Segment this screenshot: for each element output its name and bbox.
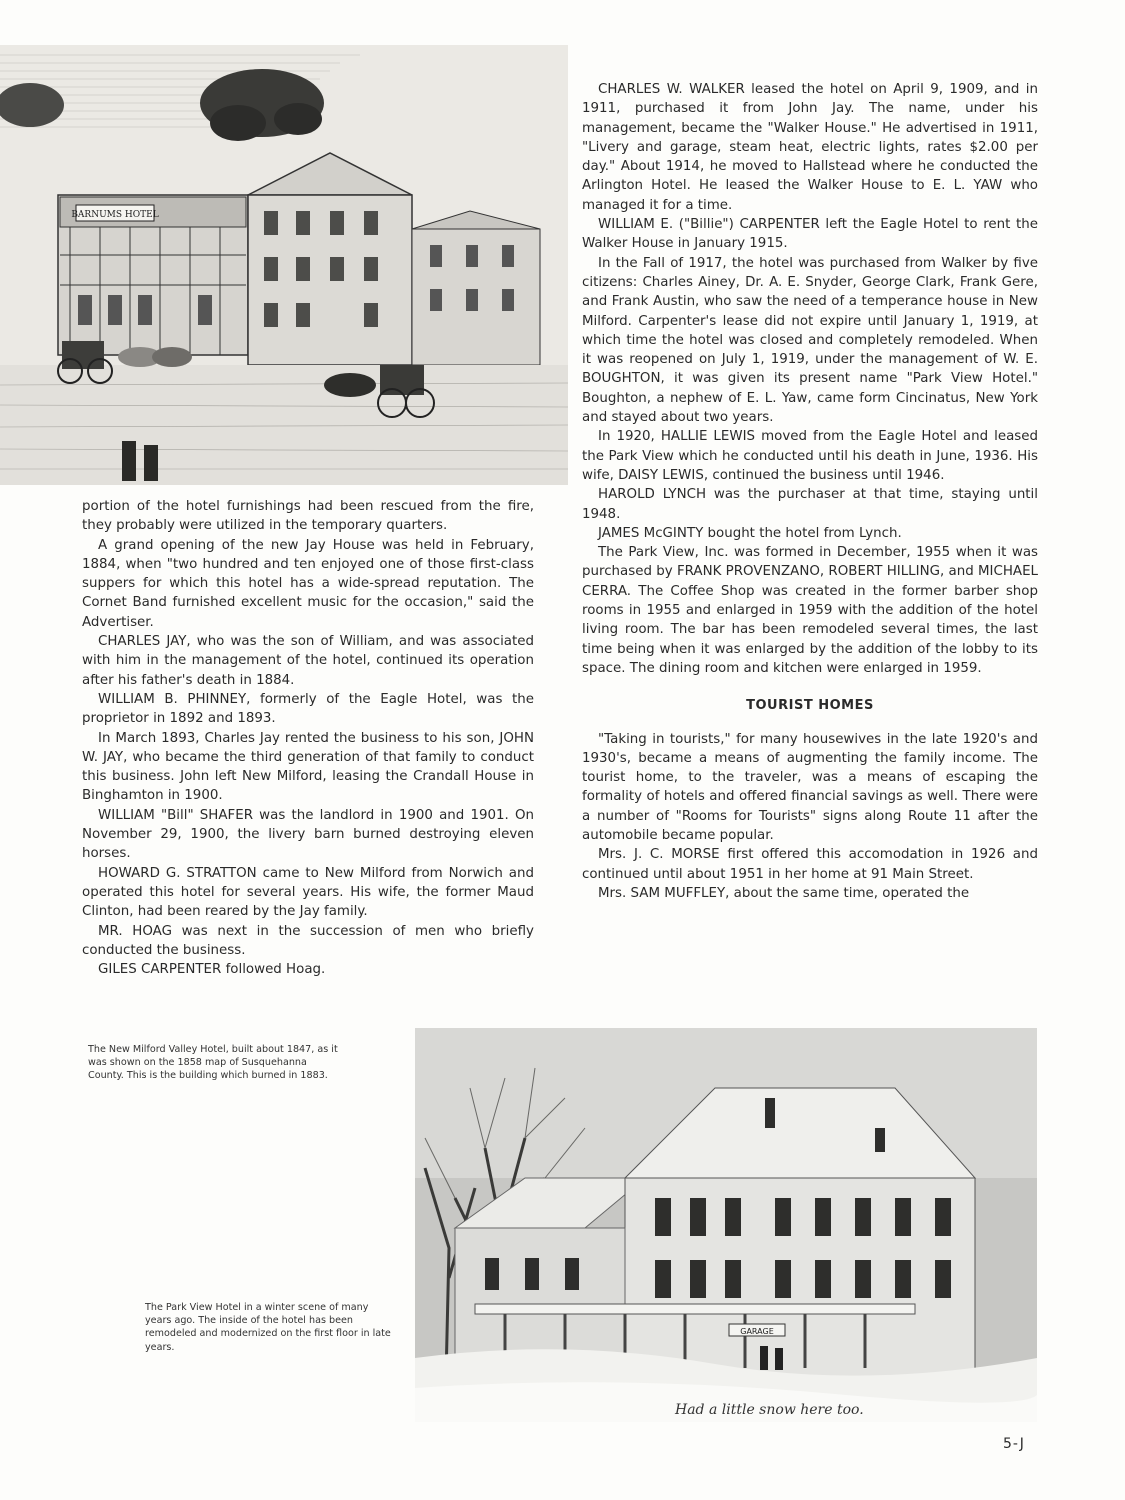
paragraph: WILLIAM B. PHINNEY, formerly of the Eagle Hotel, was the proprietor in 1892 and 1893. <box>82 691 534 727</box>
engraving-sign: BARNUMS HOTEL <box>71 210 159 220</box>
winter-photograph <box>415 1028 1037 1422</box>
page-number: 5-J <box>1003 1436 1025 1452</box>
left-column <box>82 497 534 979</box>
paragraph: HOWARD G. STRATTON came to New Milford from Norwich and operated this hotel for several years. His wife, the former Maud Clinton, had been reared by the Jay family. <box>82 865 534 920</box>
section-heading-tourist-homes: TOURIST HOMES <box>746 698 874 714</box>
paragraph: Mrs. SAM MUFFLEY, about the same time, operated the <box>598 885 970 901</box>
paragraph: A grand opening of the new Jay House was held in February, 1884, when "two hundred and ten enjoyed one of those first-class suppers for which this hotel has a wide-spread reputation. The Cornet Band furnished excellent music for the occasion," said the Advertiser. <box>82 537 534 630</box>
garage-sign: GARAGE <box>740 1327 774 1336</box>
paragraph: portion of the hotel furnishings had been rescued from the fire, they probably were utilized in the temporary quarters. <box>82 499 534 534</box>
paragraph: In March 1893, Charles Jay rented the business to his son, JOHN W. JAY, who became the third generation of that family to conduct this business. John left New Milford, leasing the Crandall House in Binghamton in 1900. <box>82 730 534 804</box>
paragraph: Mrs. J. C. MORSE first offered this accomodation in 1926 and continued until about 1951 in her home at 91 Main Street. <box>582 847 1038 882</box>
paragraph: CHARLES JAY, who was the son of William, and was associated with him in the management of the hotel, continued its operation after his father's death in 1884. <box>82 634 534 688</box>
paragraph: The Park View, Inc. was formed in December, 1955 when it was purchased by FRANK PROVENZANO, ROBERT HILLING, and MICHAEL CERRA. The Coffee Shop was created in the former barber shop rooms in 1955 and enlarged in 1959 with the addition of the hotel living room. The bar has been remodeled several times, the last time being when it was enlarged by the addition of the lobby to its space. The dining room and kitchen were enlarged in 1959. <box>582 545 1038 676</box>
paragraph: "Taking in tourists," for many housewives in the late 1920's and 1930's, became a means of augmenting the family income. The tourist home, to the traveler, was a means of escaping the formality of hotels and offered financial savings as well. There were a number of "Rooms for Tourists" signs along Route 11 after the automobile became popular. <box>582 731 1038 843</box>
paragraph: WILLIAM E. ("Billie") CARPENTER left the Eagle Hotel to rent the Walker House in January 1915. <box>582 217 1038 252</box>
paragraph: In 1920, HALLIE LEWIS moved from the Eagle Hotel and leased the Park View which he conducted until his death in June, 1936. His wife, DAISY LEWIS, continued the business until 1946. <box>582 429 1038 483</box>
paragraph: WILLIAM "Bill" SHAFER was the landlord in 1900 and 1901. On November 29, 1900, the livery barn burned destroying eleven horses. <box>82 807 534 862</box>
caption-winter-photo: The Park View Hotel in a winter scene of many years ago. The inside of the hotel has been remodeled and modernized on the first floor in late years. <box>145 1302 391 1353</box>
paragraph: MR. HOAG was next in the succession of men who briefly conducted the business. <box>82 923 534 958</box>
engraving-illustration <box>0 45 568 485</box>
paragraph: In the Fall of 1917, the hotel was purchased from Walker by five citizens: Charles Ainey, Dr. A. E. Snyder, George Clark, Frank Gere, and Frank Austin, who saw the need of a temperance house in New Milford. Carpenter's lease did not expire until January 1, 1919, at which time the hotel was closed and completely remodeled. When it was reopened on July 1, 1919, under the management of W. E. BOUGHTON, it was given its present name "Park View Hotel." Boughton, a nephew of E. L. Yaw, came form Cincinatus, New York and stayed about two years. <box>582 255 1038 426</box>
paragraph: HAROLD LYNCH was the purchaser at that time, staying until 1948. <box>582 487 1038 522</box>
handwritten-note: Had a little snow here too. <box>675 1402 864 1418</box>
caption-engraving: The New Milford Valley Hotel, built about 1847, as it was shown on the 1858 map of Susquehanna County. This is the building which burned in 1883. <box>88 1044 338 1082</box>
paragraph: JAMES McGINTY bought the hotel from Lynch. <box>598 525 902 541</box>
right-column <box>582 80 1038 903</box>
paragraph: GILES CARPENTER followed Hoag. <box>98 962 326 978</box>
paragraph: CHARLES W. WALKER leased the hotel on April 9, 1909, and in 1911, purchased it from John Jay. The name, under his management, became the "Walker House." He advertised in 1911, "Livery and garage, steam heat, electric lights, rates $2.00 per day." About 1914, he moved to Hallstead where he conducted the Arlington Hotel. He leased the Walker House to E. L. YAW who managed it for a time. <box>582 82 1038 213</box>
